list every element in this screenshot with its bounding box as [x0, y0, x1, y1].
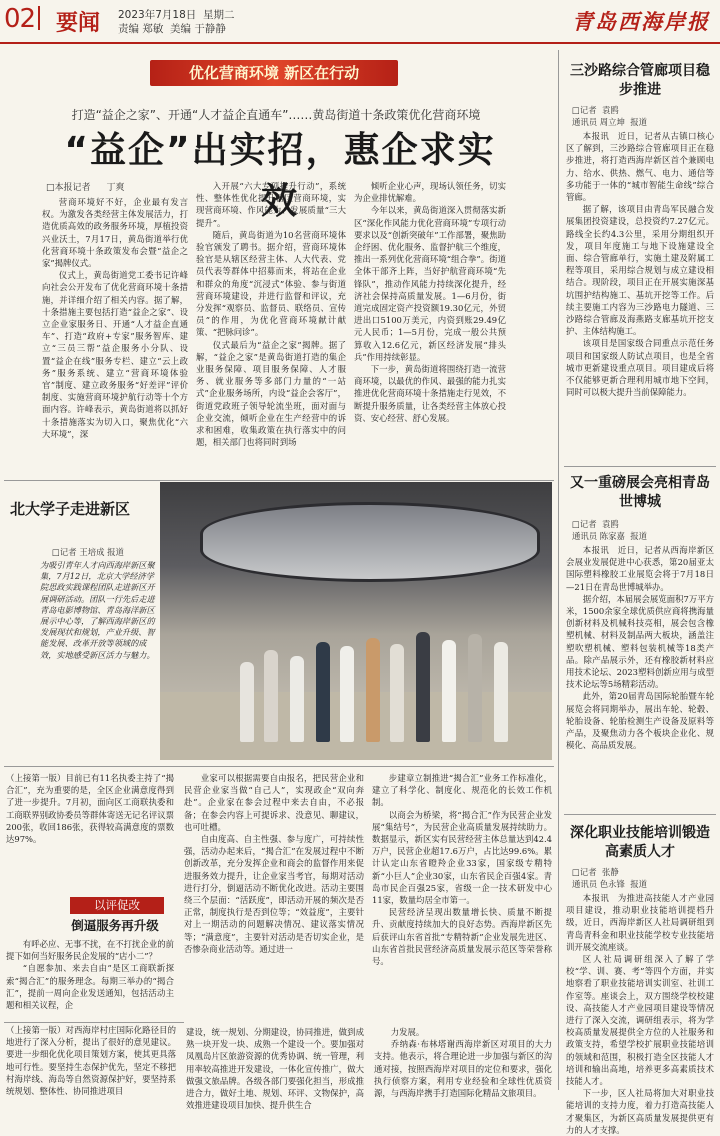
lower-col-2 — [184, 772, 364, 1064]
paragraph: 据了解，该项目由青岛军民融合发展集团投资建设，总投资约7.27亿元。路线全长约4.3公里，采用分期组织开发，项目年度施工与地下设施建设全面、综合管廊单行，实施土建及附属工程等项目，采用综合规划与成立建设相结合。现阶段，项目正在开展实施深基坑围护结构施工、基坑开挖等工作。后续主要施工内容为三沙路电力隧道、三沙路综合管廊及海燕路支廊基坑开挖支护、主体结构施工。 — [566, 204, 714, 337]
page-header — [0, 0, 720, 44]
page-number: 02 — [4, 4, 43, 34]
paragraph: 仪式上，黄岛街道党工委书记许峰向社会公开发布了优化营商环境十条措施，并详细介绍了相关内容。据了解，十条措施主要包括打造“益企之家”、设立企业家服务日、开通“人才益企直通车”、打造“政府+专家”服务智库、建立“三员三帮”益企服务小分队、设置“益企在线”服务专栏、建立“云上政务”服务系统、建立“营商环境体验官”制度、建立政务服务“好差评”评价制度、实施营商环境护航行动等十个方面内容。许峰表示，黄岛街道将以抓好十条措施落实为切入口，聚焦优化“六大环境”，深 — [42, 270, 188, 439]
lead-col-3 — [354, 180, 506, 476]
exhibition-photo — [160, 482, 552, 760]
article-byline: □记者 袁鸥 通讯员 陈家嘉 报道 — [572, 519, 647, 541]
lower-col-3c — [374, 1026, 552, 1099]
lead-headline: “益企”出实招，惠企求实效 — [64, 130, 496, 222]
students-group — [240, 602, 530, 742]
lead-col-1 — [42, 196, 188, 476]
photo-byline: □记者 王培成 报道 — [52, 547, 124, 557]
paragraph: 有呼必应、无事不扰，在不打扰企业的前提下如何当好服务民企发展的“店小二”？ — [6, 939, 174, 962]
subsection-deck: 倒逼服务再升级 — [71, 918, 159, 933]
section-rule — [4, 766, 554, 767]
paragraph: 入开展“六大专项提升行动”，系统性、整体性优化提升辖区营商环境，实现营商环境、作风能力、发展质量“三大提升”。 — [196, 181, 346, 228]
subsection-tag: 以评促改 — [70, 897, 164, 914]
paragraph: 该项目是国家级合同重点示范任务项目和国家级人防试点项目，也是全省城市更新建设重点项目。项目建成后将不仅能够更新合理利用城市地下空间，同时可以极大提升当前保障能力。 — [566, 338, 714, 398]
photo-caption: 为吸引青年人才向西海岸新区聚集，7月12日，北京大学经济学院思政实践课程团队走进新区开展调研活动。团队一行先后走进青岛电影博物馆、青岛海洋新区展示中心等，了解西海岸新区的发展现状和规划，产业升级、智能发展、改革开放等领域的成效，实地感受新区活力与魅力。 — [40, 560, 155, 660]
paragraph: 倾听企业心声，现场认领任务，切实为企业排忧解难。 — [354, 181, 506, 204]
ceiling-screen — [200, 502, 540, 582]
article-headline: 又一重磅展会亮相青岛世博城 — [570, 475, 710, 510]
paragraph: 本报讯 近日，记者从古镇口核心区了解到，三沙路综合管廊项目正在稳步推进，将打造西海岸新区首个兼顾电力、给水、供热、燃气、电力、通信等多功能于一体的“城市智能生命线”综合管廊。 — [566, 131, 714, 203]
paragraph: “自愿参加、来去自由”是区工商联新探索“揭合汇”的服务理念。每期三举办的“揭合汇”，提前一周向企业发送通知，包括活动主题和相关议程，企 — [6, 963, 174, 1011]
section-rule — [564, 814, 716, 815]
section-rule — [564, 466, 716, 467]
lead-deck: 打造“益企之家”、开通“人才益企直通车”……黄岛街道十条政策优化营商环境 — [71, 108, 481, 122]
article-body — [566, 892, 714, 1135]
section-rule — [4, 480, 554, 481]
topic-banner: 优化营商环境 新区在行动 — [150, 60, 398, 86]
lead-byline: □本报记者 丁爽 — [46, 183, 125, 193]
masthead-logo: 青岛西海岸报 — [572, 9, 710, 34]
photo-headline: 北大学子走进新区 — [10, 500, 131, 518]
lead-col-2 — [196, 180, 346, 476]
lower-col-1c: （上接第一版）对西海岸村庄国际化路径目的地进行了深入分析，提出了很好的意见建议。要进一步细化优化项目策划方案，使其更具落地可行性。要坚持生态保护优先，坚定不移把村海岸线、海岛等自然资源保护好，要坚持系统规划、整体性、协同推进项目 — [6, 1025, 176, 1097]
issue-meta: 2023年7月18日 星期二 责编 郑敏 美编 于静静 — [118, 9, 235, 35]
paragraph: 随后，黄岛街道为10名营商环境体验官颁发了聘书。据介绍，营商环境体验官是从辖区经营主体、人大代表、党员代表等群体中招募而来，将站在企业和群众的角度“沉浸式”体验、参与街道营商环境建设，并进行监督和评议，充分发挥“观察员、监督员、联络员、宣传员”的作用，为优化营商环境献计献策、“把脉问诊”。 — [196, 229, 346, 338]
paragraph: 步建章立制推进“揭合汇”业务工作标准化，建立了科学化、制度化、规范化的长效工作机制。 — [372, 773, 552, 808]
paragraph: 今年以来，黄岛街道深入贯彻落实新区“深化作风能力优化营商环境”专项行动要求以及“创新突破年”工作部署，聚焦助企纾困、优化服务、监督护航三个维度，推出一系列优化营商环境“组合拳”。街道全体干部齐上阵，当好护航营商环境“先锋队”，推动作风能力持续深化提升，经济社会保持高质量发展。1—6月份，街道完成固定资产投资额19.30亿元，外贸进出口5100万美元，内资到账29.49亿元人民币；1—5月份，完成一般公共预算收入12.6亿元，新区经济发展“排头兵”作用持续彰显。 — [354, 205, 506, 362]
section-title: 要闻 — [56, 11, 101, 36]
paragraph: 此外，第20届青岛国际轮胎暨车轮展览会将同期举办，展出车轮、轮毂、轮胎设备、轮胎检测生产设备及原料等产品，及聚焦动力各个板块企业化、规模化、高品质发展。 — [566, 691, 714, 751]
lower-col-3 — [372, 772, 552, 1064]
paragraph: 自由度高、自主性强、参与度广，可持续性强，活动办起来后，“揭合汇”在发展过程中不断创新改革，充分发挥企业和商会的监督作用来促进服务效力提升，让企业家当考官，每期对活动进行打分，倒逼活动不断优化改进。活动主要围绕三个层面：“活跃度”，即活动开展的频次是否正常，制度执行是否到位等；“效益度”，主要针对上一期活动的问题解决情况、建议落实情况等；“满意度”，主要针对活动是否切实企业，是否惨杂商业活动等。通过进一 — [184, 834, 364, 954]
article-byline: □记者 张静 通讯员 色永锋 报道 — [572, 867, 647, 889]
article-body — [566, 130, 714, 460]
lower-col-1: （上接第一版）目前已有11名执委主持了“揭合汇”，充为重要的是，全区企业满意度得到了进一步提升。7月初，面向区工商联执委和工商联界别政协委员等群体寄送无记名评议票200张，收回186张，获得较高满意度的票数达97%。 — [6, 773, 174, 845]
paragraph: 营商环境好不好，企业最有发言权。为激发各类经营主体发展活力，打造优质高效的政务服务环境，厚植投资兴业沃土，7月17日，黄岛街道举行优化营商环境十条政策发布会暨“益企之家”揭牌仪式。 — [42, 197, 188, 269]
article-body — [566, 544, 714, 808]
article-byline: □记者 袁鸥 通讯员 周立坤 报道 — [572, 105, 647, 127]
column-divider — [558, 50, 559, 1090]
paragraph: 本报讯 近日，记者从西海岸新区会展业发展促进中心获悉，第20届亚太国际塑料橡胶工业展览会将于7月18日—21日在青岛世博城举办。 — [566, 545, 714, 592]
paragraph: 业家可以根据需要自由报名，把民营企业和民营企业家当做“自己人”，实现政企“双向奔赴”。企业家在参会过程中来去自由，不必报备；在参会内容上可提诉求、没意见、聊建议，也可吐槽。 — [184, 773, 364, 832]
paragraph: 据介绍，本届展会展览面积7万平方米，1500余家全球优质供应商将携海量创新材料及机械科技亮相，展会包含橡塑机械、材料及制品两大板块，涵盖注塑吹塑机械、塑料包装机械等18类产品。除产品展示外，还有橡胶新材料应用技术论坛、2023塑料创新应用与成型技术论坛等5场精彩活动。 — [566, 593, 714, 690]
paragraph: 力发展。 — [390, 1027, 425, 1037]
paragraph: 本报讯 为推进高技能人才产业园项目建设，推动职业技能培训提档升级，近日，西海岸新区人社局调研组到青岛青科金和职业技能学校专业技能培训开展交流座谈。 — [566, 893, 714, 952]
section-rule — [4, 1022, 184, 1023]
paragraph: 区人社局调研组深入了解了学校“学、训、赛、考”等四个方面，并实地察看了职业技能培训实训室、社训工作室等。座谈会上，双方围绕学校校建设、高技能人才产业园项目建设等情况进行了深入交流，调研组表示，将为学校高质量发展提供全方位的人社服务和政策支持，希望学校扩展职业技能培训的领域和范围，积极打造全区技能人才培训和输出高地，培养更多高素质技术技能人才。 — [566, 954, 714, 1087]
paragraph: 民营经济呈现出数量增长快、质量不断提升、贡献度持续加大的良好态势。西海岸新区先后获评山东省首批“专精特新”企业发展先进区、山东省首批民营经济高质量发展示范区等荣誉称号。 — [372, 907, 552, 967]
paragraph: 下一步，区人社局将加大对职业技能培训的支持力度，着力打造高技能人才聚集区，为新区高质量发展提供更有力的人才支撑。 — [566, 1088, 714, 1135]
article-headline: 三沙路综合管廊项目稳步推进 — [570, 63, 710, 98]
paragraph: 乔纳森·布林塔谢西海岸新区对项目的大力支持。他表示，将合理论进一步加强与新区的沟通对接，按照西海岸对项目的定位和要求，强化执行侦察方案，利用专业经验和全球性优质资源，与西海岸携手打造国际化精品文旅项目。 — [374, 1039, 552, 1099]
paragraph: 以商会为桥梁，将“揭合汇”作为民营企业发展“集结号”，为民营企业高质量发展持续助力。数据显示，新区实有民营经营主体总量达到42.4万户，民营企业超17.6万户，占比达99.6%。累计认定山东省瞪羚企业33家，国家级专精特新“小巨人”企业30家，山东省民企百强4家。青岛市民企百强25家，省级一企一技术研发中心11家，数量均居全市第一。 — [372, 809, 552, 906]
lower-col-2c: 建设，统一规划、分期建设，协同推进，做到成熟一块开发一块、成熟一个建设一个。要加强对凤凰岛片区旅游资源的优秀协调、统一管理，利用率较高推进开发建设，一体化宣传推广，做大做强文旅品牌。各级各部门要强化担当，形成推进合力，做好土地、规划、环评、文物保护，高效推进建设项目加快、提升供生合 — [186, 1027, 364, 1111]
article-headline: 深化职业技能培训锻造高素质人才 — [570, 825, 710, 860]
paragraph: 仪式最后为“益企之家”揭牌。据了解，“益企之家”是黄岛街道打造的集企业服务保障、项目服务保障、人才服务、就业服务等多部门力量的“一站式”企业服务场所，内设“益企会客厅”，街道党政班子领导轮流坐班，面对面与企业交流，倾听企业在生产经营中的诉求和困难，收集政策在执行落实中的问题，相关部门也将同时到场 — [196, 339, 346, 448]
paragraph: 下一步，黄岛街道将围绕打造一流营商环境，以最优的作风、最强的能力扎实推进优化营商环境十条措施走行见效，不断提升服务质量，让各类经营主体放心投资、安心经营、舒心发展。 — [354, 364, 506, 423]
